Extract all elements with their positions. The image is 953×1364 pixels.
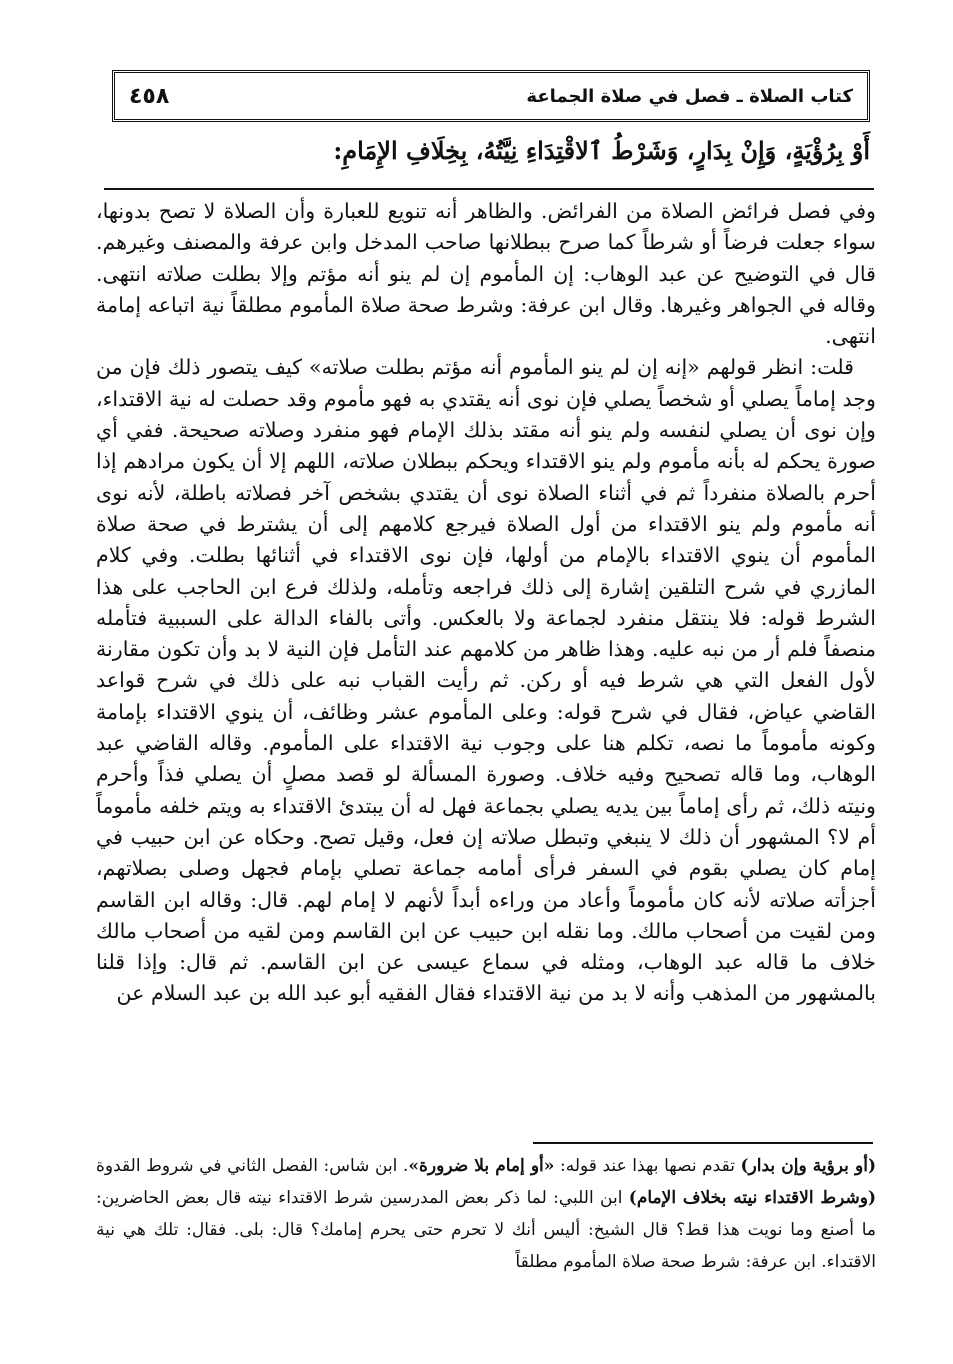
running-header: [112, 70, 870, 122]
footnote-separator: [533, 1142, 873, 1144]
matn-line: أَوْ بِرُؤْيَةٍ، وَإِنْ بِدَارٍ، وَشَرْطُ ٱلاقْتِدَاءِ نِيَّتُهُ، بِخِلَافِ الإِمَامِ:: [333, 136, 870, 165]
page-number: ٤٥٨: [129, 83, 170, 109]
matn-separator: [104, 188, 874, 190]
commentary-paragraph-2: قلت: انظر قولهم «إنه إن لم ينو المأموم أنه مؤتم بطلت صلاته» كيف يتصور ذلك فإن من وجد إماماً يصلي أو شخصاً يصلي فإن نوى أنه يقتدي به فهو مأموم وقد حصلت له نية الاقتداء، وإن نوى أن يصلي لنفسه ولم ينو أنه مقتد بذلك الإمام فهو منفرد وصلاته صحيحة. ففي أي صورة يحكم له بأنه مأموم ولم ينو الاقتداء ويحكم ببطلان صلاته، اللهم إلا أن يكون مرادهم إذا أحرم بالصلاة منفرداً ثم في أثناء الصلاة نوى أن يقتدي بشخص آخر فصلاته باطلة، لأنه نوى أنه مأموم ولم ينو الاقتداء من أول الصلاة فيرجع كلامهم إلى أن يشترط في صحة صلاة المأموم أن ينوي الاقتداء بالإمام من أولها، فإن نوى الاقتداء في أثنائها بطلت. وفي كلام المازري في شرح التلقين إشارة إلى ذلك فراجعه وتأمله، ولذلك فرع ابن الحاجب على هذا الشرط قوله: فلا ينتقل منفرد لجماعة ولا بالعكس. وأتى بالفاء الدالة على السببية فتأمله منصفاً فلم أر من نبه عليه. وهذا ظاهر من كلامهم عند التأمل فإن النية لا بد وأن تكون مقارنة لأول الفعل التي هي شرط فيه أو ركن. ثم رأيت القباب نبه على ذلك في شرح قواعد القاضي عياض، فقال في شرح قوله: وعلى المأموم عشر وظائف، أن ينوي الاقتداء بإمامة وكونه مأموماً ما نصه، تكلم هنا على وجوب نية الاقتداء على المأموم. وقاله القاضي عبد الوهاب، وما قاله تصحيح وفيه خلاف. وصورة المسألة لو قصد مصلٍ أن يصلي فذاً وأحرم ونيته ذلك، ثم رأى إماماً بين يديه يصلي بجماعة فهل له أن يبتدئ الاقتداء به ويتم خلفه مأموماً أم لا؟ المشهور أن ذلك لا ينبغي وتبطل صلاته إن فعل، وقيل تصح. وحكاه عن ابن حبيب في إمام كان يصلي بقوم في السفر فرأى أمامه جماعة تصلي بإمام فجهل وصلى بصلاتهم، أجزأته صلاته لأنه كان مأموماً وأعاد من وراءه أبداً لأنهم لا إمام لهم. قال: وقاله ابن القاسم ومن لقيت من أصحاب مالك. وما نقله ابن حبيب عن ابن القاسم ومن لقيه من أصحاب مالك خلاف ما قاله عبد الوهاب، ومثله في سماع عيسى عن ابن القاسم. ثم قال: وإذا قلنا بالمشهور من المذهب وأنه لا بد من نية الاقتداء فقال الفقيه أبو عبد الله بن عبد السلام عن: [96, 355, 876, 1006]
commentary-paragraph-1: وفي فصل فرائض الصلاة من الفرائض. والظاهر أنه تنويع للعبارة وأن الصلاة لا تصح بدونها، سواء جعلت فرضاً أو شرطاً كما صرح ببطلانها صاحب المدخل وابن عرفة والمصنف وغيرهم. قال في التوضيح عن عبد الوهاب: إن المأموم إن لم ينو أنه مؤتم وإلا بطلت صلاته انتهى. وقاله في الجواهر وغيرها. وقال ابن عرفة: وشرط صحة صلاة المأموم مطلقاً نية اتباعه إمامة انتهى.: [96, 199, 876, 349]
footnote-text-2: . ابن شاس: الفصل الثاني في شروط القدوة: [96, 1156, 409, 1176]
footnote: [96, 1150, 876, 1278]
footnote-text-1: تقدم نصها بهذا عند قوله:: [554, 1156, 741, 1176]
footnote-matn-quote-3: (وشرط الاقتداء نيته بخلاف الإمام): [628, 1188, 877, 1208]
footnote-matn-quote-1: (أو برؤية وإن بدار): [740, 1156, 876, 1176]
running-header-title: كتاب الصلاة ـ فصل في صلاة الجماعة: [526, 85, 853, 107]
commentary-body: [96, 196, 876, 1136]
footnote-text-3: ابن اللبي: لما ذكر بعض المدرسين شرط الاقتداء نيته قال بعض الحاضرين: ما أصنع وما نويت هذا قط؟ قال الشيخ: أليس أنك لا تحرم حتى يحرم إمامك؟ قال: بلى. فقال: تلك هي نية الاقتداء. ابن عرفة: شرط صحة صلاة المأموم مطلقاً: [96, 1188, 876, 1272]
footnote-quote-2: «أو إمام بلا ضرورة»: [408, 1156, 555, 1176]
